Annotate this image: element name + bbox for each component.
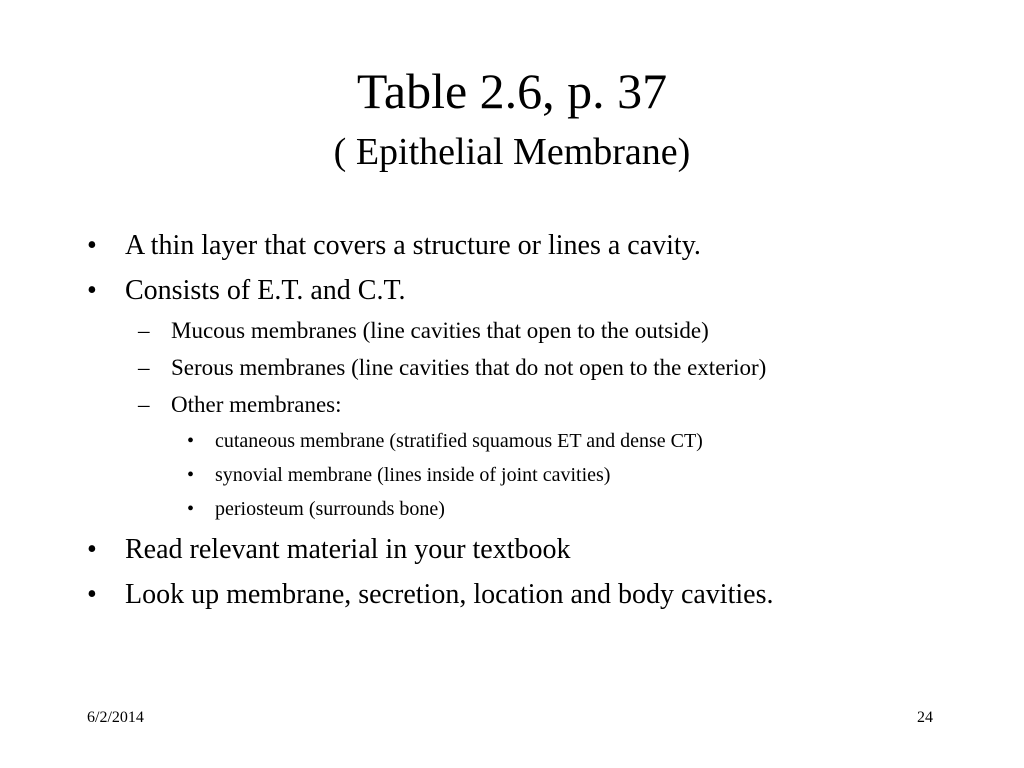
dash-marker: –	[138, 318, 150, 343]
footer-page-number: 24	[917, 709, 933, 726]
sub-bullet-item	[0, 354, 1024, 382]
sub-sub-bullet-text: cutaneous membrane (stratified squamous ET and dense CT)	[215, 430, 703, 452]
sub-bullet-item	[0, 317, 1024, 345]
bullet-item	[0, 578, 1024, 612]
bullet-text: Read relevant material in your textbook	[125, 534, 571, 565]
bullet-marker: •	[87, 230, 97, 261]
sub-bullet-text: Other membranes:	[171, 392, 342, 417]
footer-date: 6/2/2014	[87, 709, 144, 726]
bullet-marker: •	[187, 430, 195, 452]
bullet-item	[0, 229, 1024, 263]
bullet-item	[0, 274, 1024, 308]
sub-sub-bullet-item	[0, 497, 1024, 521]
sub-sub-bullet-text: synovial membrane (lines inside of joint cavities)	[215, 464, 611, 486]
sub-sub-bullet-text: periosteum (surrounds bone)	[215, 498, 445, 520]
bullet-text: Look up membrane, secretion, location and body cavities.	[125, 579, 774, 610]
sub-bullet-text: Serous membranes (line cavities that do not open to the exterior)	[171, 355, 767, 380]
dash-marker: –	[138, 392, 150, 417]
sub-sub-bullet-item	[0, 429, 1024, 453]
sub-sub-bullet-item	[0, 463, 1024, 487]
bullet-text: Consists of E.T. and C.T.	[125, 275, 406, 306]
bullet-marker: •	[87, 534, 97, 565]
sub-bullet-item	[0, 391, 1024, 419]
dash-marker: –	[138, 355, 150, 380]
bullet-marker: •	[87, 579, 97, 610]
slide-subtitle: ( Epithelial Membrane)	[333, 131, 691, 173]
bullet-item	[0, 533, 1024, 567]
sub-bullet-text: Mucous membranes (line cavities that open to the outside)	[171, 318, 709, 343]
bullet-marker: •	[87, 275, 97, 306]
bullet-text: A thin layer that covers a structure or lines a cavity.	[125, 230, 701, 261]
slide-title: Table 2.6, p. 37	[356, 63, 668, 119]
bullet-marker: •	[187, 498, 195, 520]
bullet-marker: •	[187, 464, 195, 486]
